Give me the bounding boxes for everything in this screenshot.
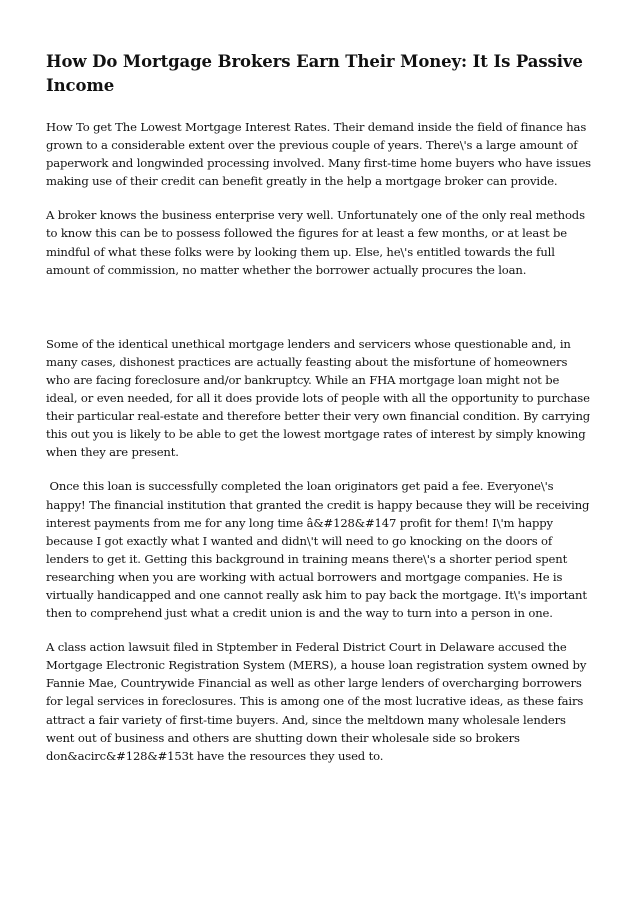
paragraph-2: A broker knows the business enterprise very well. Unfortunately one of the only real methods to know this can be to possess followed the figures for at least a few months, or at least be mindful of what these folks were by looking them up. Else, he\'s entitled towards the full amount of commission, no matter whether the borrower actually procures the loan.: [46, 208, 589, 277]
paragraph-5: A class action lawsuit filed in Stptember in Federal District Court in Delaware accused the Mortgage Electronic Registration System (MERS), a house loan registration system owned by Fannie Mae, Countrywide Financial as well as other large lenders of overcharging borrowers for legal services in foreclosures. This is among one of the most lucrative ideas, as these fairs attract a fair variety of first-time buyers. And, since the meltdown many wholesale lenders went out of business and others are shutting down their wholesale side so brokers don&acirc&#128&#153t have the resources they used to.: [46, 640, 590, 763]
blank-space: [46, 295, 594, 335]
paragraph-3: Some of the identical unethical mortgage lenders and servicers whose questionable and, in many cases, dishonest practices are actually feasting about the misfortune of homeowners who are facing foreclosure and/or bankruptcy. While an FHA mortgage loan might not be ideal, or even needed, for all it does provide lots of people with all the opportunity to purchase their particular real-estate and therefore better their very own financial condition. By carrying this out you is likely to be able to get the lowest mortgage rates of interest by simply knowing when they are present.: [46, 336, 594, 460]
paragraph-4: Once this loan is successfully completed the loan originators get paid a fee. Everyone\'s happy! The financial institution that granted the credit is happy because they will be receiving interest payments from me for any long time â&#128&#147 profit for them! I\'m happy because I got exactly what I wanted and didn\'t will need to go knocking on the doors of lenders to get it. Getting this background in training means there\'s a shorter period spent researching when you are working with actual borrowers and mortgage companies. He is virtually handicapped and one cannot really ask him to pay back the mortgage. It\'s important then to comprehend just what a credit union is and the way to turn into a person in one.: [46, 479, 593, 621]
document-page: [46, 50, 594, 781]
paragraph-1: How To get The Lowest Mortgage Interest Rates. Their demand inside the field of finance has grown to a considerable extent over the previous couple of years. There\'s a large amount of paperwork and longwinded processing involved. Many first-time home buyers who have issues making use of their credit can benefit greatly in the help a mortgage broker can provide.: [46, 120, 595, 189]
document-title: How Do Mortgage Brokers Earn Their Money: It Is Passive Income: [46, 52, 583, 95]
